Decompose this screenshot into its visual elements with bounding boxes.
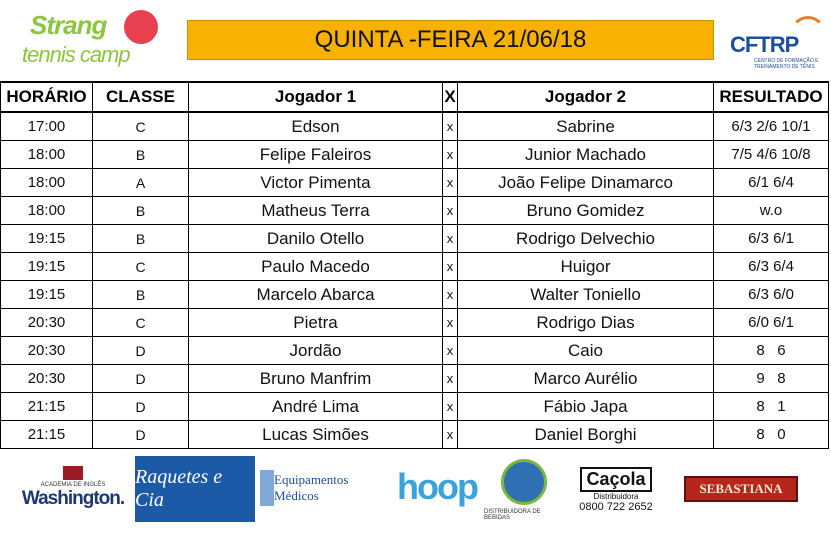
vs-cell: x xyxy=(443,365,458,393)
player1-cell: Jordão xyxy=(189,337,443,365)
table-row xyxy=(1,169,829,197)
class-cell: D xyxy=(93,337,189,365)
table-row xyxy=(1,225,829,253)
table-row xyxy=(1,365,829,393)
result-value: 6/3 6/1 xyxy=(748,230,794,247)
result-value: 6/0 6/1 xyxy=(748,314,794,331)
col-header-player2: Jogador 2 xyxy=(458,82,714,112)
time-cell: 19:15 xyxy=(1,253,93,281)
result-cell xyxy=(714,112,829,141)
bottle-emblem-icon xyxy=(501,459,547,505)
table-header-row xyxy=(1,82,829,112)
result-cell xyxy=(714,393,829,421)
player1-cell: Edson xyxy=(189,112,443,141)
player2-cell: Junior Machado xyxy=(458,141,714,169)
result-value: 8 0 xyxy=(756,426,786,443)
table-row xyxy=(1,197,829,225)
results-table xyxy=(0,81,829,449)
cacola-logo xyxy=(566,462,666,518)
class-cell: C xyxy=(93,309,189,337)
time-cell: 21:15 xyxy=(1,393,93,421)
player1-cell: Pietra xyxy=(189,309,443,337)
player2-cell: Bruno Gomidez xyxy=(458,197,714,225)
logo-left-line1: Strang xyxy=(30,10,107,40)
class-cell: D xyxy=(93,421,189,449)
player2-cell: Rodrigo Dias xyxy=(458,309,714,337)
player2-cell: Rodrigo Delvechio xyxy=(458,225,714,253)
result-value: 7/5 4/6 10/8 xyxy=(731,146,811,163)
table-row xyxy=(1,112,829,141)
player1-cell: Marcelo Abarca xyxy=(189,281,443,309)
result-cell xyxy=(714,141,829,169)
player1-cell: Paulo Macedo xyxy=(189,253,443,281)
table-row xyxy=(1,281,829,309)
sebastiana-logo: SEBASTIANA xyxy=(684,476,798,502)
raquetes-e-cia-logo: Raquetes e Cia xyxy=(135,456,255,522)
col-header-time: HORÁRIO xyxy=(1,82,93,112)
logo-left-line2: tennis camp xyxy=(22,42,130,67)
class-cell: C xyxy=(93,253,189,281)
result-cell xyxy=(714,337,829,365)
class-cell: C xyxy=(93,112,189,141)
cacola-phone: 0800 722 2652 xyxy=(579,501,653,513)
result-value: 9 8 xyxy=(756,370,786,387)
tennis-ball-icon xyxy=(124,10,158,44)
class-cell: B xyxy=(93,281,189,309)
washington-subtitle: ACADEMIA DE INGLÊS xyxy=(40,482,106,488)
result-value: 6/3 2/6 10/1 xyxy=(731,118,811,135)
vs-cell: x xyxy=(443,141,458,169)
result-cell xyxy=(714,421,829,449)
col-header-player1: Jogador 1 xyxy=(189,82,443,112)
table-row xyxy=(1,253,829,281)
header xyxy=(0,0,831,80)
cftrp-subtitle: CENTRO DE FORMAÇÃO E TREINAMENTO DE TÊNIS xyxy=(754,58,819,70)
table-row xyxy=(1,309,829,337)
distribuidora-bebidas-logo xyxy=(484,456,564,524)
player1-cell: Victor Pimenta xyxy=(189,169,443,197)
result-value: 6/3 6/4 xyxy=(748,258,794,275)
col-header-vs: X xyxy=(443,82,458,112)
player2-cell: Marco Aurélio xyxy=(458,365,714,393)
cftrp-logo xyxy=(730,16,820,72)
time-cell: 17:00 xyxy=(1,112,93,141)
player1-cell: Matheus Terra xyxy=(189,197,443,225)
time-cell: 21:15 xyxy=(1,421,93,449)
result-cell xyxy=(714,253,829,281)
player2-cell: Caio xyxy=(458,337,714,365)
graduation-cap-icon xyxy=(63,466,83,480)
result-cell xyxy=(714,169,829,197)
vs-cell: x xyxy=(443,421,458,449)
time-cell: 20:30 xyxy=(1,309,93,337)
vs-cell: x xyxy=(443,393,458,421)
sponsor-strip xyxy=(0,448,831,546)
time-cell: 18:00 xyxy=(1,197,93,225)
cacola-subtitle: Distribuidora xyxy=(593,492,639,501)
class-cell: B xyxy=(93,225,189,253)
cftrp-name: CFTRP xyxy=(730,32,799,57)
time-cell: 18:00 xyxy=(1,141,93,169)
player1-cell: André Lima xyxy=(189,393,443,421)
result-cell xyxy=(714,309,829,337)
vs-cell: x xyxy=(443,309,458,337)
player1-cell: Lucas Simões xyxy=(189,421,443,449)
player1-cell: Bruno Manfrim xyxy=(189,365,443,393)
strang-tennis-camp-logo xyxy=(22,8,172,72)
result-cell xyxy=(714,365,829,393)
washington-logo xyxy=(12,458,134,518)
class-cell: D xyxy=(93,365,189,393)
result-cell xyxy=(714,281,829,309)
player2-cell: Sabrine xyxy=(458,112,714,141)
time-cell: 18:00 xyxy=(1,169,93,197)
result-value: 8 1 xyxy=(756,398,786,415)
page-title: QUINTA -FEIRA 21/06/18 xyxy=(187,20,714,60)
vs-cell: x xyxy=(443,112,458,141)
time-cell: 19:15 xyxy=(1,281,93,309)
table-row xyxy=(1,421,829,449)
equipamentos-medicos-logo: Equipamentos Médicos xyxy=(260,470,390,506)
col-header-result: RESULTADO xyxy=(714,82,829,112)
player2-cell: Huigor xyxy=(458,253,714,281)
class-cell: A xyxy=(93,169,189,197)
cacola-name: Caçola xyxy=(580,467,651,492)
vs-cell: x xyxy=(443,281,458,309)
class-cell: D xyxy=(93,393,189,421)
class-cell: B xyxy=(93,197,189,225)
result-value: 6/1 6/4 xyxy=(748,174,794,191)
player1-cell: Danilo Otello xyxy=(189,225,443,253)
time-cell: 19:15 xyxy=(1,225,93,253)
washington-name: Washington. xyxy=(21,488,125,509)
vs-cell: x xyxy=(443,337,458,365)
vs-cell: x xyxy=(443,197,458,225)
result-value: 6/3 6/0 xyxy=(748,286,794,303)
player2-cell: Daniel Borghi xyxy=(458,421,714,449)
vs-cell: x xyxy=(443,253,458,281)
hoop-logo: hoop xyxy=(397,466,477,507)
player1-cell: Felipe Faleiros xyxy=(189,141,443,169)
table-row xyxy=(1,141,829,169)
result-value: w.o xyxy=(759,202,783,219)
table-row xyxy=(1,393,829,421)
bebidas-text: DISTRIBUIDORA DE BEBIDAS xyxy=(484,509,541,521)
vs-cell: x xyxy=(443,169,458,197)
time-cell: 20:30 xyxy=(1,337,93,365)
table-row xyxy=(1,337,829,365)
player2-cell: João Felipe Dinamarco xyxy=(458,169,714,197)
result-cell xyxy=(714,225,829,253)
time-cell: 20:30 xyxy=(1,365,93,393)
vs-cell: x xyxy=(443,225,458,253)
col-header-class: CLASSE xyxy=(93,82,189,112)
result-value: 8 6 xyxy=(756,342,786,359)
class-cell: B xyxy=(93,141,189,169)
player2-cell: Walter Toniello xyxy=(458,281,714,309)
result-cell xyxy=(714,197,829,225)
player2-cell: Fábio Japa xyxy=(458,393,714,421)
